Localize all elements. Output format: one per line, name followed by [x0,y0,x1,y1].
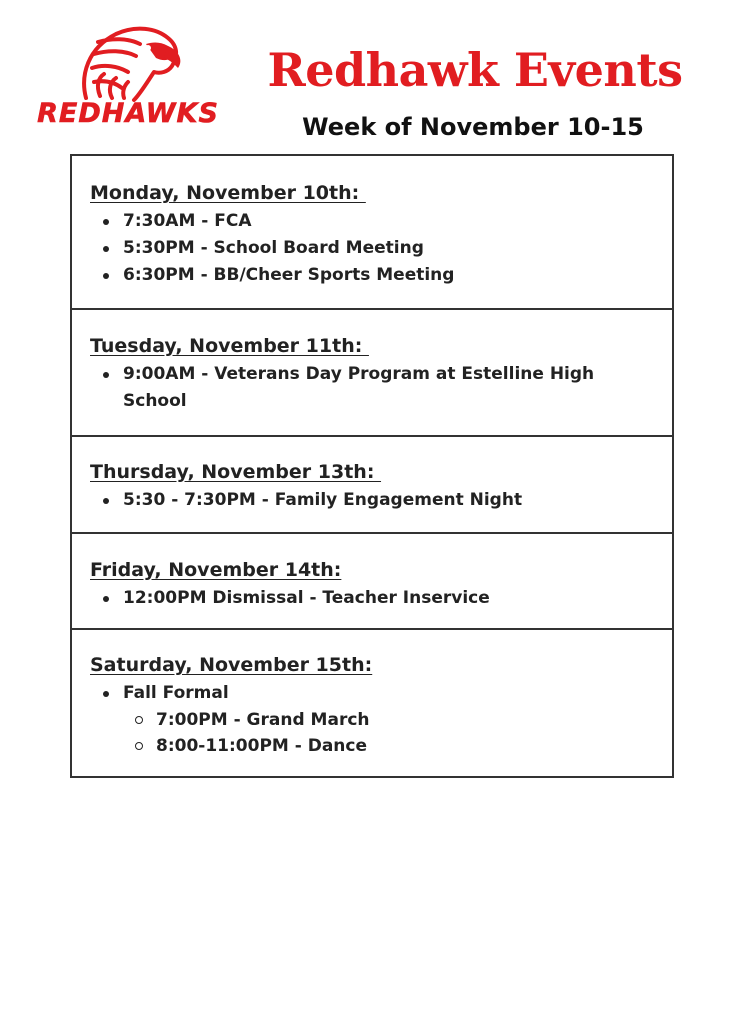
event-list [90,208,654,289]
day-section-monday [72,156,672,310]
event-item: Fall Formal 7:00PM - Grand March 8:00-11:00PM - Dance [90,680,654,759]
day-heading: Thursday, November 13th: [90,461,382,483]
event-item: 9:00AM - Veterans Day Program at Estelline High School [90,361,654,415]
day-heading: Tuesday, November 11th: [90,335,369,357]
event-list [90,680,654,759]
page-title: Redhawk Events [267,43,683,97]
bullet-icon [103,219,109,225]
redhawks-logo [28,20,228,130]
day-section-friday [72,534,672,630]
event-item: 6:30PM - BB/Cheer Sports Meeting [90,262,654,289]
logo-wordmark: REDHAWKS [37,98,219,129]
event-item: 12:00PM Dismissal - Teacher Inservice [90,585,654,612]
bullet-icon [103,372,109,378]
events-schedule [70,154,674,778]
bullet-icon [103,596,109,602]
event-list [90,487,654,514]
page-subtitle: Week of November 10-15 [302,113,644,141]
day-section-tuesday [72,310,672,437]
sub-event-item: 8:00-11:00PM - Dance [123,733,654,759]
hawk-head-icon [28,20,228,130]
day-section-saturday [72,630,672,776]
day-heading: Monday, November 10th: [90,182,366,204]
hollow-bullet-icon [135,742,143,750]
bullet-icon [103,246,109,252]
sub-event-item: 7:00PM - Grand March [123,707,654,733]
sub-event-list [123,707,654,759]
event-item: 7:30AM - FCA [90,208,654,235]
event-list [90,361,654,415]
bullet-icon [103,498,109,504]
bullet-icon [103,273,109,279]
day-heading: Saturday, November 15th: [90,654,373,676]
day-section-thursday [72,437,672,534]
event-item: 5:30PM - School Board Meeting [90,235,654,262]
event-list [90,585,654,612]
day-heading: Friday, November 14th: [90,559,342,581]
bullet-icon [103,691,109,697]
event-item: 5:30 - 7:30PM - Family Engagement Night [90,487,654,514]
hollow-bullet-icon [135,716,143,724]
